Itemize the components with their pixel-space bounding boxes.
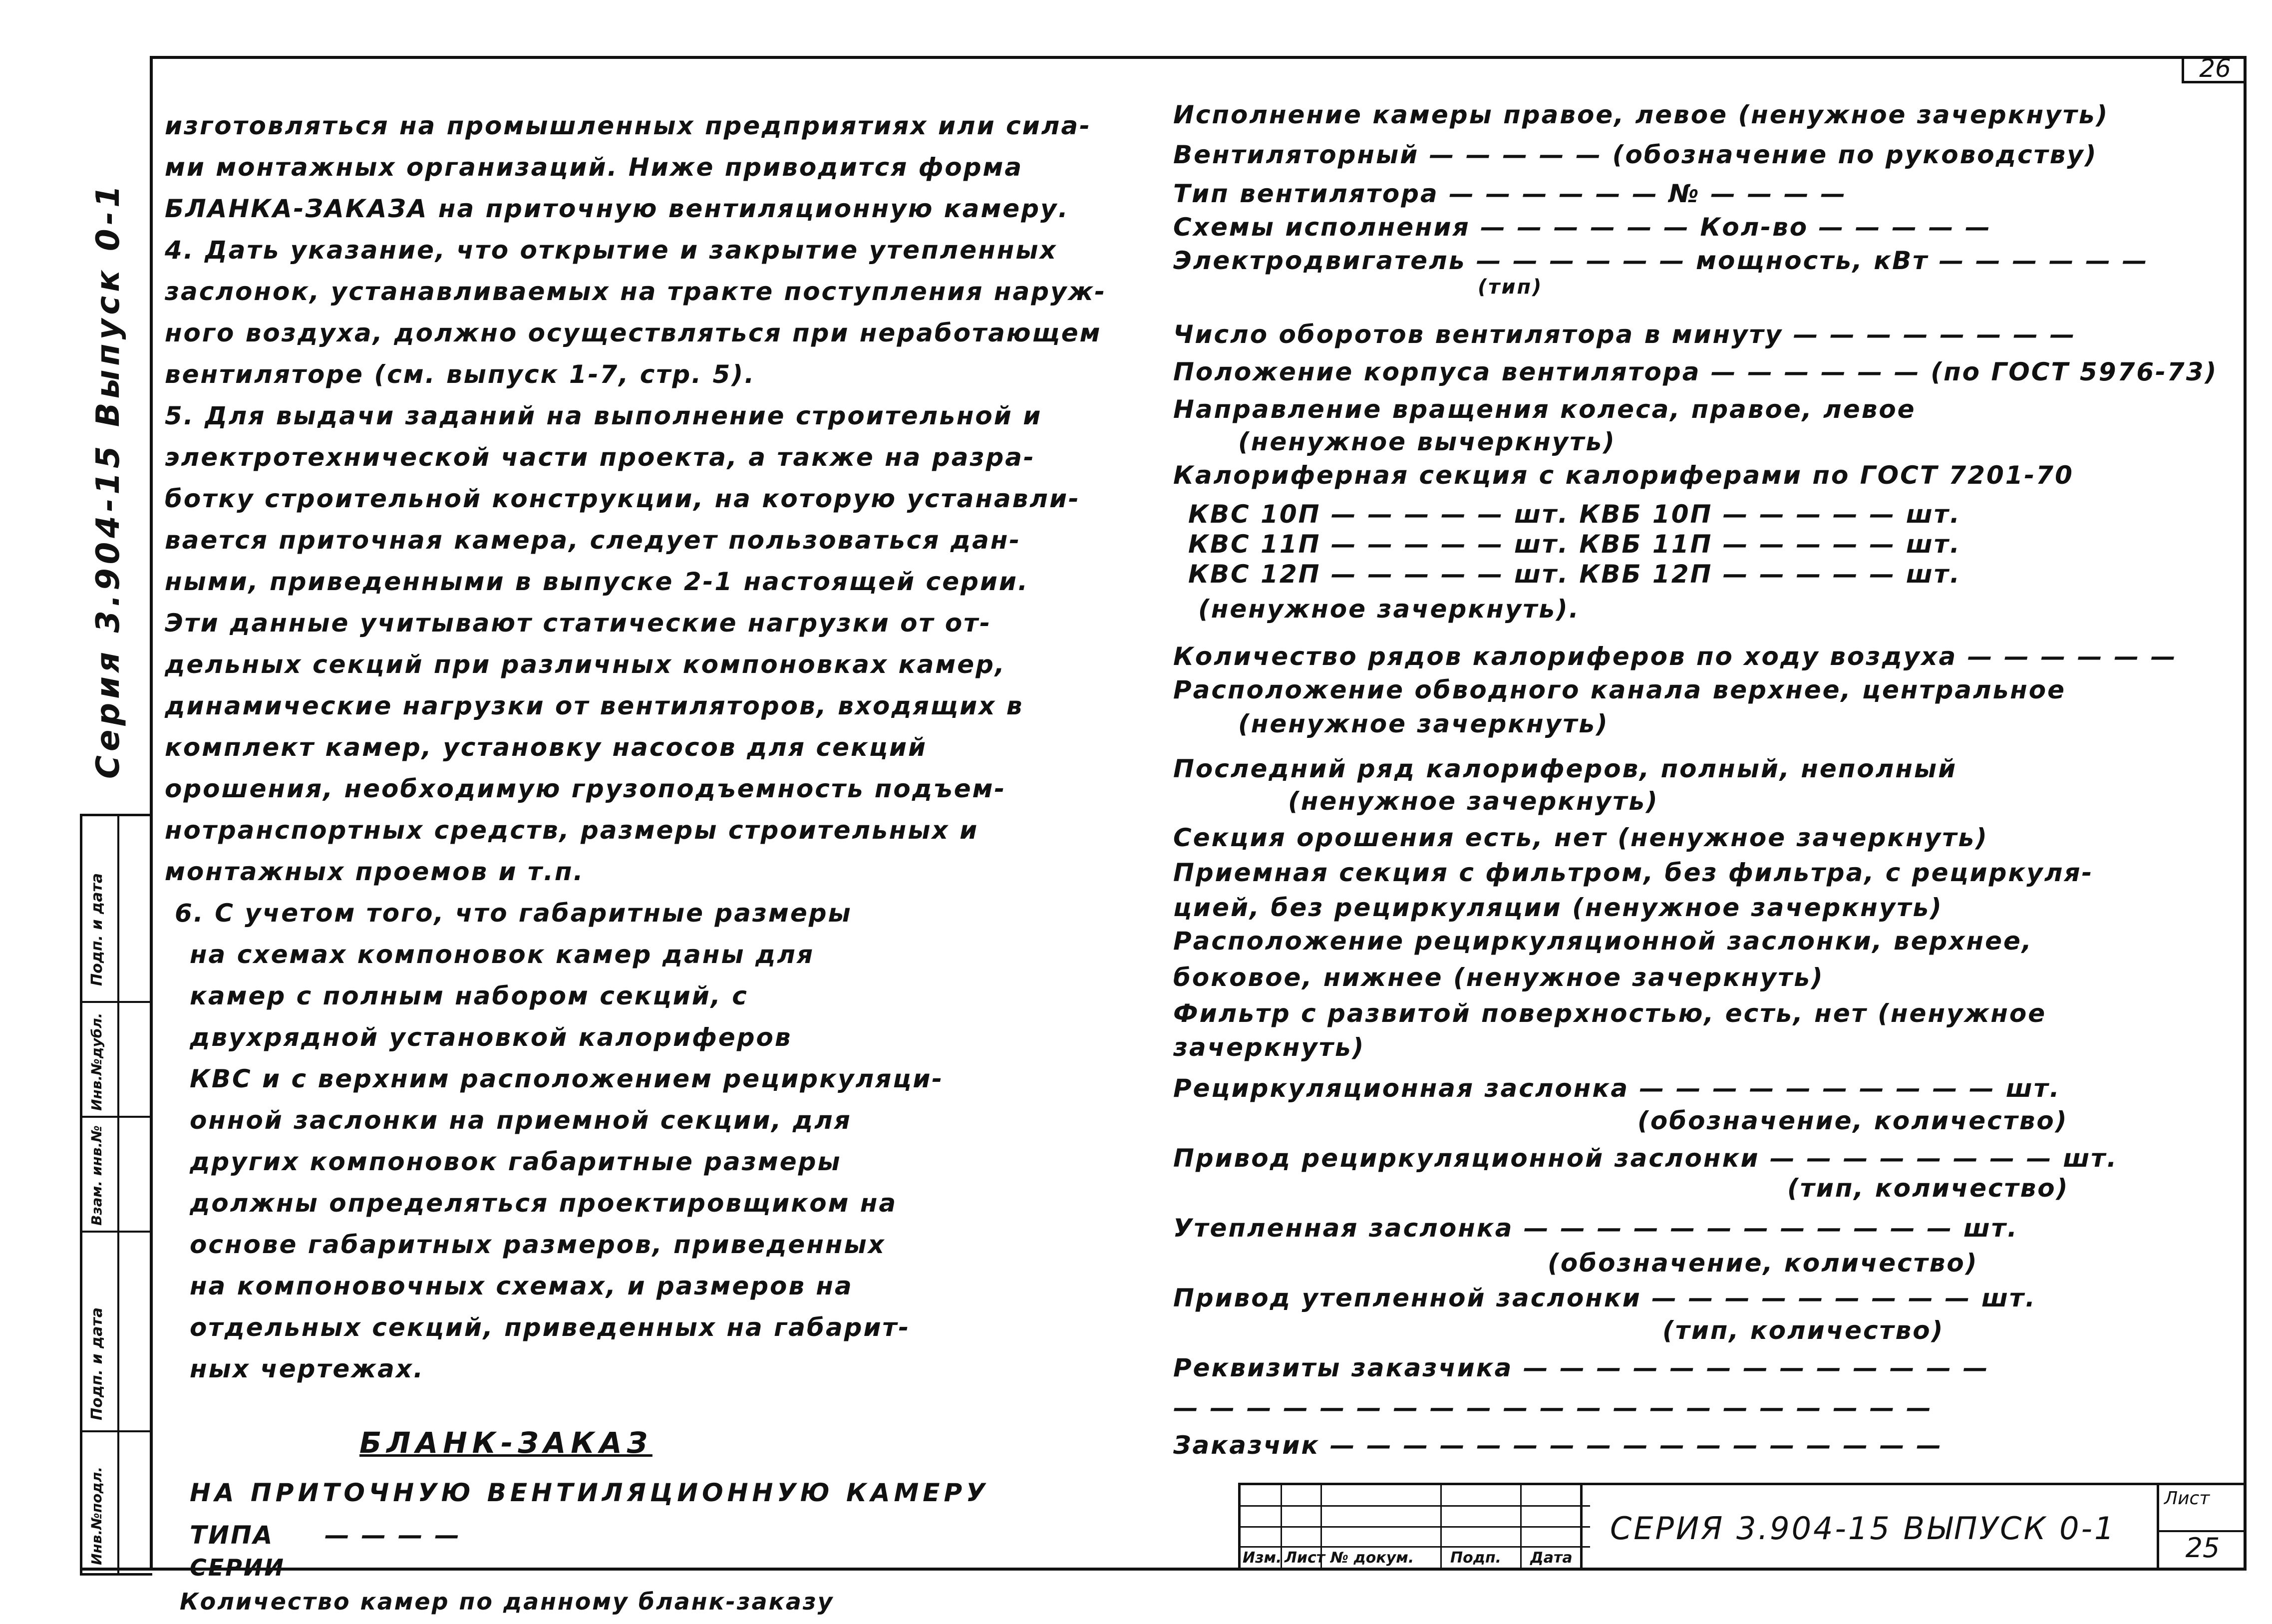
form-hint: (ненужное вычеркнуть) xyxy=(1238,427,1616,456)
form-line: Последний ряд калориферов, полный, неполный xyxy=(1173,754,1957,783)
side-cell-label: Подп. и дата xyxy=(88,873,106,986)
stamp-grid-line xyxy=(1241,1546,1590,1548)
form-line: Привод утепленной заслонки — — — — — — — — — шт. xyxy=(1173,1284,2036,1312)
side-series-label: Серия 3.904-15 Выпуск 0-1 xyxy=(90,181,127,779)
stamp-grid-line xyxy=(1440,1485,1442,1570)
text-line: электротехнической части проекта, а также на разра- xyxy=(165,443,1035,472)
form-line: Количество рядов калориферов по ходу воздуха — — — — — — xyxy=(1173,642,2177,671)
order-form-subtitle: НА ПРИТОЧНУЮ ВЕНТИЛЯЦИОННУЮ КАМЕРУ xyxy=(190,1478,989,1507)
text-line: на компоновочных схемах, и размеров на xyxy=(190,1272,853,1300)
side-cell-label: Подп. и дата xyxy=(88,1307,106,1420)
text-line: ми монтажных организаций. Ниже приводится форма xyxy=(165,153,1023,182)
form-hint: (ненужное зачеркнуть). xyxy=(1198,595,1580,624)
text-line: ных чертежах. xyxy=(190,1354,425,1383)
form-line: Утепленная заслонка — — — — — — — — — — — — шт. xyxy=(1173,1214,2018,1243)
frame-top-border xyxy=(150,56,2247,59)
stamp-sheet-number: 25 xyxy=(2159,1530,2246,1564)
stamp-grid-line xyxy=(1241,1505,1590,1507)
form-hint: (тип, количество) xyxy=(1787,1174,2069,1203)
form-line: Заказчик — — — — — — — — — — — — — — — — — xyxy=(1173,1431,1943,1460)
text-line: онной заслонки на приемной секции, для xyxy=(190,1106,852,1135)
stamp-header: Дата xyxy=(1530,1549,1573,1567)
side-cell xyxy=(82,1116,152,1233)
form-line: Направление вращения колеса, правое, левое xyxy=(1173,395,1916,424)
form-line: Привод рециркуляционной заслонки — — — — — — — — шт. xyxy=(1173,1144,2118,1173)
text-line: других компоновок габаритные размеры xyxy=(190,1147,842,1176)
form-line: Исполнение камеры правое, левое (ненужное зачеркнуть) xyxy=(1173,100,2109,129)
form-line: — — — — — — — — — — — — — — — — — — — — — xyxy=(1173,1393,1933,1422)
title-block-stamp xyxy=(1238,1483,2246,1570)
form-line: Приемная секция с фильтром, без фильтра, с рециркуля- xyxy=(1173,858,2094,887)
stamp-grid-line xyxy=(1241,1526,1590,1528)
text-line: монтажных проемов и т.п. xyxy=(165,857,585,886)
side-approval-column xyxy=(80,814,152,1576)
form-hint: (ненужное зачеркнуть) xyxy=(1288,787,1659,816)
text-line: на схемах компоновок камер даны для xyxy=(190,940,815,969)
text-line: камер с полным набором секций, с xyxy=(190,981,748,1010)
frame-right-border xyxy=(2244,56,2247,1571)
series-blank: — — — — — xyxy=(320,1554,480,1581)
text-line: БЛАНКА-ЗАКАЗА на приточную вентиляционную камеру. xyxy=(165,194,1069,223)
text-line: должны определяться проектировщиком на xyxy=(190,1189,898,1218)
text-line: орошения, необходимую грузоподъемность подъем- xyxy=(165,774,1006,803)
text-line: дельных секций при различных компоновках камер, xyxy=(165,650,1006,679)
text-line: изготовляться на промышленных предприятиях или сила- xyxy=(165,111,1091,140)
form-hint: (тип) xyxy=(1478,276,1543,299)
text-line: КВС и с верхним расположением рециркуляци- xyxy=(190,1064,944,1093)
text-line: ного воздуха, должно осуществляться при неработающем xyxy=(165,319,1102,347)
text-line: 6. С учетом того, что габаритные размеры xyxy=(175,899,852,928)
stamp-sheet-label: Лист xyxy=(2164,1488,2210,1509)
side-cell xyxy=(82,1430,152,1570)
stamp-grid-line xyxy=(1520,1485,1522,1570)
text-line: заслонок, устанавливаемых на тракте поступления наруж- xyxy=(165,277,1107,306)
form-hint: (ненужное зачеркнуть) xyxy=(1238,709,1609,738)
side-cell xyxy=(82,816,152,1003)
side-cell xyxy=(82,1001,152,1118)
form-line: Секция орошения есть, нет (ненужное зачеркнуть) xyxy=(1173,823,1988,852)
form-line: Фильтр с развитой поверхностью, есть, нет (ненужное xyxy=(1173,999,2047,1028)
text-line: вается приточная камера, следует пользоваться дан- xyxy=(165,526,1021,555)
stamp-sheet-box xyxy=(2157,1485,2246,1570)
text-line: отдельных секций, приведенных на габарит- xyxy=(190,1313,911,1342)
form-line: КВС 10П — — — — — шт. КВБ 10П — — — — — шт. xyxy=(1188,500,1961,529)
type-blank: — — — — xyxy=(325,1521,461,1550)
stamp-header: Лист xyxy=(1285,1549,1325,1567)
stamp-header: Подп. xyxy=(1450,1549,1502,1567)
side-cell-label: Инв.№подл. xyxy=(88,1466,105,1565)
form-line: Положение корпуса вентилятора — — — — — — (по ГОСТ 5976-73) xyxy=(1173,357,2218,386)
text-line: нотранспортных средств, размеры строительных и xyxy=(165,816,979,845)
form-line: Вентиляторный — — — — — (обозначение по руководству) xyxy=(1173,140,2098,169)
side-cell-label: Взам. инв.№ xyxy=(88,1125,105,1226)
form-line: боковое, нижнее (ненужное зачеркнуть) xyxy=(1173,963,1824,992)
text-line: ными, приведенными в выпуске 2-1 настоящей серии. xyxy=(165,567,1029,596)
order-form-title: БЛАНК-ЗАКАЗ xyxy=(359,1426,652,1460)
stamp-header: Изм. xyxy=(1243,1549,1282,1567)
text-line: комплект камер, установку насосов для секций xyxy=(165,733,928,762)
page-number: 26 xyxy=(2182,56,2246,83)
form-line: Реквизиты заказчика — — — — — — — — — — — — — xyxy=(1173,1353,1989,1382)
form-line: КВС 11П — — — — — шт. КВБ 11П — — — — — шт. xyxy=(1188,530,1961,559)
side-cell-label: Инв.№дубл. xyxy=(88,1012,105,1111)
text-line: основе габаритных размеров, приведенных xyxy=(190,1230,886,1259)
type-label: ТИПА xyxy=(190,1521,274,1550)
form-line: Расположение рециркуляционной заслонки, верхнее, xyxy=(1173,927,2033,956)
form-line: Схемы исполнения — — — — — — Кол-во — — — — — xyxy=(1173,213,1992,242)
text-line: двухрядной установкой калориферов xyxy=(190,1023,792,1052)
text-line: ботку строительной конструкции, на которую устанавли- xyxy=(165,484,1080,513)
form-hint: (обозначение, количество) xyxy=(1548,1249,1978,1278)
series-label: СЕРИИ xyxy=(190,1554,285,1581)
side-cell xyxy=(82,1231,152,1432)
form-line: Число оборотов вентилятора в минуту — — — — — — — — xyxy=(1173,320,2076,349)
form-line: Электродвигатель — — — — — — мощность, кВт — — — — — — xyxy=(1173,246,2149,275)
form-line: цией, без рециркуляции (ненужное зачеркнуть) xyxy=(1173,893,1943,922)
text-line: 4. Дать указание, что открытие и закрытие утепленных xyxy=(165,236,1057,265)
form-line: Тип вентилятора — — — — — — № — — — — xyxy=(1173,179,1847,208)
text-line: динамические нагрузки от вентиляторов, входящих в xyxy=(165,691,1024,720)
form-line: Расположение обводного канала верхнее, центральное xyxy=(1173,675,2066,704)
form-hint: (тип, количество) xyxy=(1662,1316,1945,1345)
stamp-grid-line xyxy=(1580,1485,1583,1570)
form-line: КВС 12П — — — — — шт. КВБ 12П — — — — — шт. xyxy=(1188,560,1961,589)
form-line: Рециркуляционная заслонка — — — — — — — — — — шт. xyxy=(1173,1074,2061,1103)
camera-count-label: Количество камер по данному бланк-заказу xyxy=(180,1588,834,1615)
text-line: Эти данные учитывают статические нагрузки от от- xyxy=(165,609,991,638)
form-line: Калориферная секция с калориферами по ГОСТ 7201-70 xyxy=(1173,461,2074,490)
stamp-series-title: СЕРИЯ 3.904-15 ВЫПУСК 0-1 xyxy=(1610,1510,2116,1547)
stamp-header: № докум. xyxy=(1330,1549,1414,1567)
form-line: зачеркнуть) xyxy=(1173,1033,1365,1062)
form-hint: (обозначение, количество) xyxy=(1637,1106,2068,1135)
text-line: вентиляторе (см. выпуск 1-7, стр. 5). xyxy=(165,360,756,389)
stamp-grid xyxy=(1241,1485,1590,1570)
text-line: 5. Для выдачи заданий на выполнение строительной и xyxy=(165,401,1042,430)
